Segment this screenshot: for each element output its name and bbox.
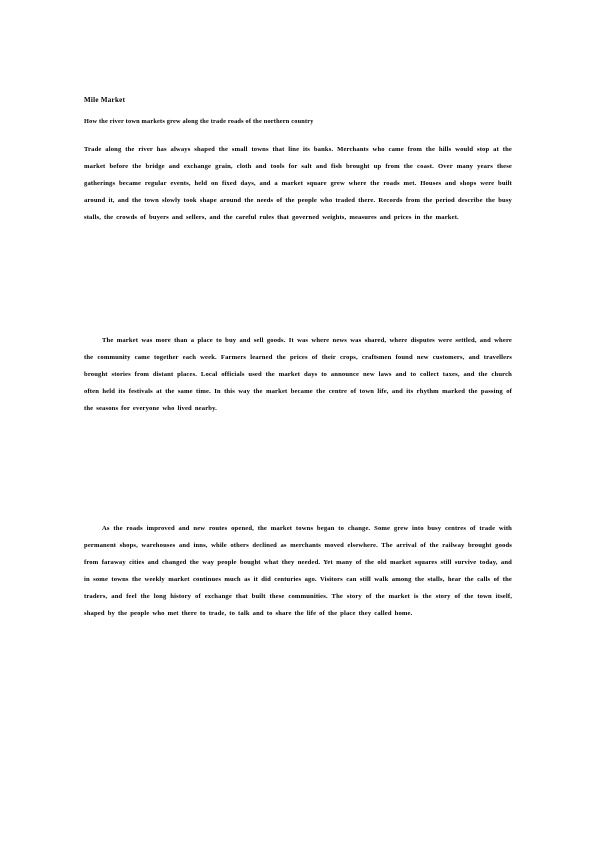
body-paragraph: As the roads improved and new routes opened, the market towns began to change. Some grew into busy centres of trade with permanent shops, warehouses and inns, while others declined as merchants moved elsewhere. The arrival of the railway brought goods from faraway cities and changed the way people bought what they needed. Yet many of the old market squares still survive today, and in some towns the weekly market continues much as it did centuries ago. Visitors can still walk among the stalls, hear the calls of the traders, and feel the long history of exchange that built these communities. The story of the market is the story of the town itself, shaped by the people who met there to trade, to talk and to share the life of the place they called home. [84,525,512,617]
document-subtitle: How the river town markets grew along the trade roads of the northern country [84,118,314,125]
body-paragraph: The market was more than a place to buy and sell goods. It was where news was shared, where disputes were settled, and where the community came together each week. Farmers learned the prices of their crops, craftsmen found new customers, and travellers brought stories from distant places. Local officials used the market days to announce new laws and to collect taxes, and the church often held its festivals at the same time. In this way the market became the centre of town life, and its rhythm marked the passing of the seasons for everyone who lived nearby. [84,337,512,412]
document-title: Mile Market [84,96,126,104]
body-paragraph: Trade along the river has always shaped the small towns that line its banks. Merchants who came from the hills would stop at the market before the bridge and exchange grain, cloth and tools for salt and fish brought up from the coast. Over many years these gatherings became regular events, held on fixed days, and a market square grew where the roads met. Houses and shops were built around it, and the town slowly took shape around the needs of the people who traded there. Records from the period describe the busy stalls, the crowds of buyers and sellers, and the careful rules that governed weights, measures and prices in the market. [84,146,512,221]
